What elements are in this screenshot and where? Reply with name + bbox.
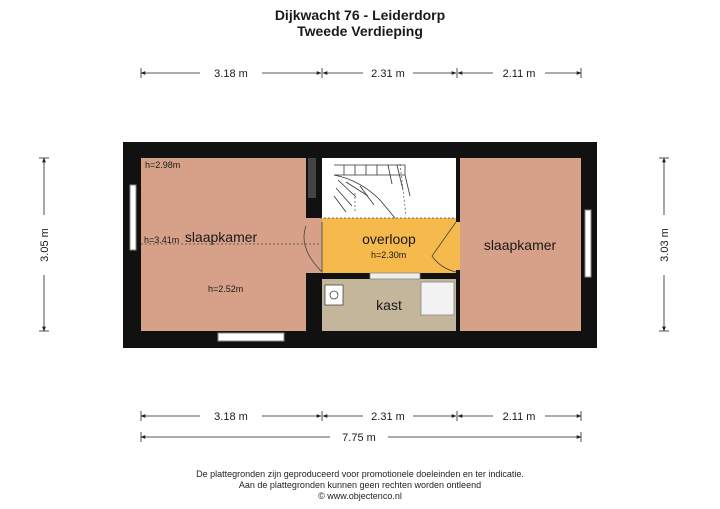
dim-bottom-1: 3.18 m [214, 411, 248, 423]
dim-bottom-3: 2.11 m [502, 411, 536, 423]
window-left [130, 185, 136, 250]
dim-right: 3.03 m [659, 228, 671, 262]
dim-total: 7.75 m [342, 432, 376, 444]
window-right [585, 210, 591, 277]
door-opening-left [306, 218, 322, 273]
dim-left: 3.05 m [39, 228, 51, 262]
dim-top-2: 2.31 m [371, 68, 405, 80]
disclaimer-line-2: Aan de plattegronden kunnen geen rechten worden ontleend [238, 480, 482, 490]
boiler-fixture [325, 285, 343, 305]
height-label-1: h=2.98m [145, 160, 181, 170]
door-opening-right [456, 222, 460, 270]
plan-title: Dijkwacht 76 - Leiderdorp [274, 7, 446, 23]
chimney [308, 158, 316, 198]
room-label-storage: kast [376, 297, 402, 313]
storage-door [370, 273, 420, 279]
floor-subtitle: Tweede Verdieping [297, 23, 423, 39]
window-bottom [218, 333, 284, 341]
dim-top-1: 3.18 m [214, 68, 248, 80]
storage-cabinet [421, 282, 454, 315]
room-label-landing: overloop [362, 231, 416, 247]
height-label-4: h=2.30m [371, 250, 407, 260]
dim-bottom-2: 2.31 m [371, 411, 405, 423]
height-label-3: h=2.52m [208, 284, 244, 294]
dim-top-3: 2.11 m [502, 68, 536, 80]
copyright-line: © www.objectenco.nl [318, 491, 402, 501]
room-label-bedroom-right: slaapkamer [483, 237, 557, 253]
stairwell [322, 158, 456, 218]
room-label-bedroom-left: slaapkamer [184, 229, 258, 245]
height-label-2: h=3.41m [144, 235, 180, 245]
disclaimer-line-1: De plattegronden zijn geproduceerd voor promotionele doeleinden en ter indicatie. [196, 469, 524, 479]
